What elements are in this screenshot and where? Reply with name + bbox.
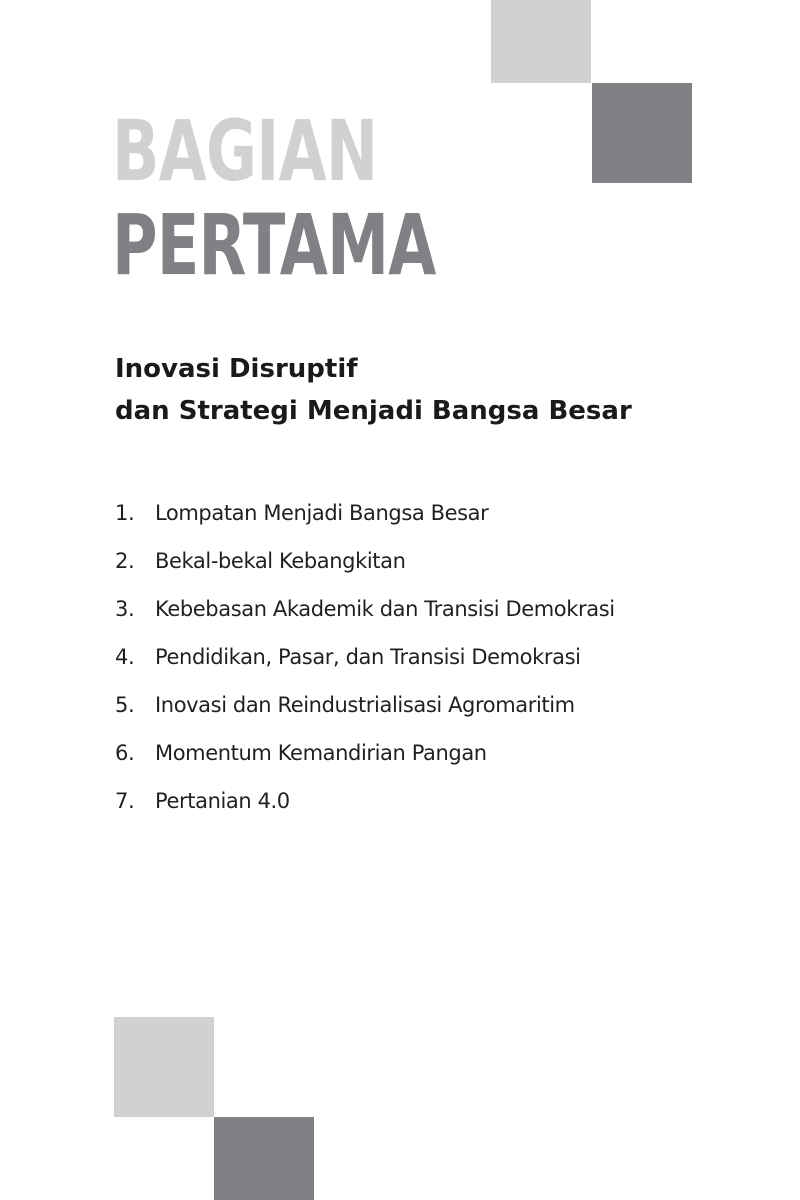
part-label-bagian: BAGIAN	[112, 102, 378, 200]
decor-square-bottom-dark	[214, 1117, 314, 1200]
toc-item-number: 7.	[115, 789, 135, 813]
toc-item-number: 5.	[115, 693, 135, 717]
toc-item	[115, 633, 615, 681]
toc-item-label: Kebebasan Akademik dan Transisi Demokrasi	[155, 597, 615, 621]
decor-square-bottom-light	[114, 1017, 214, 1117]
toc-item	[115, 585, 615, 633]
toc-item	[115, 729, 615, 777]
section-title	[115, 348, 632, 432]
toc-item-number: 6.	[115, 741, 135, 765]
section-title-line2: dan Strategi Menjadi Bangsa Besar	[115, 396, 632, 426]
toc-item-label: Momentum Kemandirian Pangan	[155, 741, 487, 765]
section-title-line1: Inovasi Disruptif	[115, 354, 358, 384]
toc-item	[115, 777, 615, 825]
toc-item-number: 4.	[115, 645, 135, 669]
toc-item-label: Bekal-bekal Kebangkitan	[155, 549, 406, 573]
toc-item	[115, 489, 615, 537]
toc-item-label: Pertanian 4.0	[155, 789, 290, 813]
decor-square-top-light	[491, 0, 591, 83]
toc-item	[115, 537, 615, 585]
part-label-pertama: PERTAMA	[112, 196, 436, 294]
toc-item-label: Inovasi dan Reindustrialisasi Agromaritim	[155, 693, 575, 717]
toc-item	[115, 681, 615, 729]
toc-item-label: Lompatan Menjadi Bangsa Besar	[155, 501, 489, 525]
decor-square-top-dark	[592, 83, 692, 183]
toc-item-number: 1.	[115, 501, 135, 525]
toc-item-number: 3.	[115, 597, 135, 621]
toc-item-label: Pendidikan, Pasar, dan Transisi Demokrasi	[155, 645, 581, 669]
table-of-contents	[115, 489, 615, 825]
toc-item-number: 2.	[115, 549, 135, 573]
